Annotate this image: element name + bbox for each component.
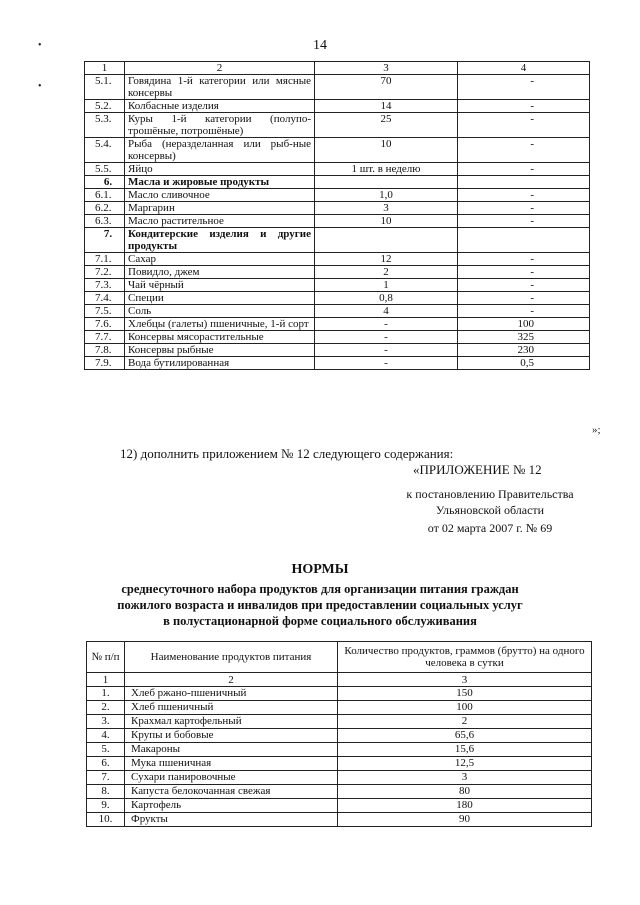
product-name: Сахар [125, 253, 315, 266]
alt-value: - [458, 279, 590, 292]
product-name: Масла и жировые продукты [125, 176, 315, 189]
table-header-row [85, 62, 590, 75]
product-name: Соль [125, 305, 315, 318]
row-number: 6.3. [85, 215, 125, 228]
norm-value: - [315, 331, 458, 344]
table-row [85, 266, 590, 279]
table-row [85, 305, 590, 318]
table-row [85, 75, 590, 100]
row-number: 5.1. [85, 75, 125, 100]
product-name: Макароны [125, 743, 338, 757]
norm-value: 1 [315, 279, 458, 292]
grams-value: 15,6 [338, 743, 592, 757]
product-name: Яйцо [125, 163, 315, 176]
row-number: 5.3. [85, 113, 125, 138]
product-name: Масло сливочное [125, 189, 315, 202]
row-number: 6. [85, 176, 125, 189]
margin-mark: • [38, 81, 42, 92]
norm-value: - [315, 357, 458, 370]
row-number: 7.3. [85, 279, 125, 292]
table-row [85, 176, 590, 189]
product-name: Картофель [125, 799, 338, 813]
row-number: 2. [87, 701, 125, 715]
product-name: Чай чёрный [125, 279, 315, 292]
amendment-paragraph: 12) дополнить приложением № 12 следующего содержания: [120, 446, 454, 461]
alt-value: 230 [458, 344, 590, 357]
norm-value: 1,0 [315, 189, 458, 202]
alt-value [458, 228, 590, 253]
row-number: 7.7. [85, 331, 125, 344]
product-name: Крахмал картофельный [125, 715, 338, 729]
norm-value: 14 [315, 100, 458, 113]
product-name: Колбасные изделия [125, 100, 315, 113]
alt-value: 100 [458, 318, 590, 331]
table-row [85, 344, 590, 357]
norm-value: - [315, 344, 458, 357]
row-number: 7. [85, 228, 125, 253]
product-name: Хлебцы (галеты) пшеничные, 1-й сорт [125, 318, 315, 331]
product-name: Мука пшеничная [125, 757, 338, 771]
alt-value: - [458, 75, 590, 100]
table-row [87, 813, 592, 827]
alt-value: - [458, 202, 590, 215]
product-name: Капуста белокочанная свежая [125, 785, 338, 799]
norms-subtitle: в полустационарной форме социального обслуживания [163, 614, 477, 628]
alt-value [458, 176, 590, 189]
alt-value: 325 [458, 331, 590, 344]
product-name: Повидло, джем [125, 266, 315, 279]
table-row [85, 318, 590, 331]
table-header-row [87, 642, 592, 673]
row-number: 6. [87, 757, 125, 771]
table-row [85, 253, 590, 266]
product-name: Хлеб пшеничный [125, 701, 338, 715]
row-number: 7.5. [85, 305, 125, 318]
header-cell: 2 [125, 62, 315, 75]
norms-title: НОРМЫ [291, 562, 349, 577]
alt-value: - [458, 266, 590, 279]
grams-value: 3 [338, 771, 592, 785]
row-number: 7.8. [85, 344, 125, 357]
row-number: 7.6. [85, 318, 125, 331]
alt-value: - [458, 253, 590, 266]
table-row [85, 163, 590, 176]
product-name: Говядина 1-й категории или мясные консервы [125, 75, 315, 100]
header-cell: 2 [125, 673, 338, 687]
row-number: 5. [87, 743, 125, 757]
header-cell: Наименование продуктов питания [125, 642, 338, 673]
table-row [87, 771, 592, 785]
table-row [87, 785, 592, 799]
table-row [87, 799, 592, 813]
row-number: 5.4. [85, 138, 125, 163]
norm-value: 12 [315, 253, 458, 266]
table-row [87, 757, 592, 771]
product-name: Маргарин [125, 202, 315, 215]
alt-value: 0,5 [458, 357, 590, 370]
norms-subtitle: среднесуточного набора продуктов для организации питания граждан [121, 582, 519, 596]
table-row [87, 743, 592, 757]
alt-value: - [458, 138, 590, 163]
header-cell: 4 [458, 62, 590, 75]
grams-value: 65,6 [338, 729, 592, 743]
norm-value [315, 228, 458, 253]
table-row [85, 292, 590, 305]
header-cell: 1 [87, 673, 125, 687]
row-number: 7.1. [85, 253, 125, 266]
row-number: 6.2. [85, 202, 125, 215]
header-cell: № п/п [87, 642, 125, 673]
product-name: Консервы рыбные [125, 344, 315, 357]
grams-value: 150 [338, 687, 592, 701]
product-name: Фрукты [125, 813, 338, 827]
row-number: 3. [87, 715, 125, 729]
row-number: 8. [87, 785, 125, 799]
table-row [85, 331, 590, 344]
page-number: 14 [313, 38, 327, 53]
product-name: Сухари панировочные [125, 771, 338, 785]
alt-value: - [458, 163, 590, 176]
norms-subtitle: пожилого возраста и инвалидов при предоставлении социальных услуг [117, 598, 523, 612]
alt-value: - [458, 305, 590, 318]
table-row [85, 189, 590, 202]
product-name: Рыба (неразделанная или рыб-ные консервы) [125, 138, 315, 163]
row-number: 5.5. [85, 163, 125, 176]
norm-value: 1 шт. в неделю [315, 163, 458, 176]
grams-value: 80 [338, 785, 592, 799]
product-name: Кондитерские изделия и другие продукты [125, 228, 315, 253]
row-number: 9. [87, 799, 125, 813]
grams-value: 100 [338, 701, 592, 715]
row-number: 7.9. [85, 357, 125, 370]
norm-value: 2 [315, 266, 458, 279]
table-row [85, 100, 590, 113]
appendix-ref-line: Ульяновской области [435, 503, 545, 517]
header-cell: Количество продуктов, граммов (брутто) на одного человека в сутки [338, 642, 592, 673]
product-name: Специи [125, 292, 315, 305]
row-number: 7. [87, 771, 125, 785]
row-number: 4. [87, 729, 125, 743]
table-row [87, 729, 592, 743]
product-name: Хлеб ржано-пшеничный [125, 687, 338, 701]
table-row [87, 701, 592, 715]
norm-value: 10 [315, 138, 458, 163]
norm-value [315, 176, 458, 189]
norm-value: 3 [315, 202, 458, 215]
norm-value: 4 [315, 305, 458, 318]
alt-value: - [458, 189, 590, 202]
product-name: Крупы и бобовые [125, 729, 338, 743]
norm-value: 0,8 [315, 292, 458, 305]
norm-value: 10 [315, 215, 458, 228]
appendix-ref-date: от 02 марта 2007 г. № 69 [427, 521, 553, 535]
food-norms-table-continued [84, 61, 590, 370]
alt-value: - [458, 113, 590, 138]
grams-value: 12,5 [338, 757, 592, 771]
header-cell: 3 [338, 673, 592, 687]
row-number: 7.2. [85, 266, 125, 279]
table-row [85, 138, 590, 163]
product-name: Куры 1-й категории (полупо-трошёные, потрошёные) [125, 113, 315, 138]
row-number: 10. [87, 813, 125, 827]
table-row [85, 215, 590, 228]
table-subheader-row [87, 673, 592, 687]
alt-value: - [458, 292, 590, 305]
table-row [87, 715, 592, 729]
appendix-ref-line: к постановлению Правительства [406, 487, 574, 501]
norm-value: 70 [315, 75, 458, 100]
closing-quote: »; [592, 424, 601, 436]
product-name: Вода бутилированная [125, 357, 315, 370]
table-row [85, 202, 590, 215]
grams-value: 180 [338, 799, 592, 813]
table-row [85, 357, 590, 370]
norms-table [86, 641, 592, 827]
table-row [87, 687, 592, 701]
row-number: 6.1. [85, 189, 125, 202]
product-name: Консервы мясорастительные [125, 331, 315, 344]
norm-value: - [315, 318, 458, 331]
grams-value: 90 [338, 813, 592, 827]
table-row [85, 113, 590, 138]
alt-value: - [458, 215, 590, 228]
table-row [85, 279, 590, 292]
grams-value: 2 [338, 715, 592, 729]
table-row [85, 228, 590, 253]
row-number: 7.4. [85, 292, 125, 305]
alt-value: - [458, 100, 590, 113]
row-number: 1. [87, 687, 125, 701]
row-number: 5.2. [85, 100, 125, 113]
header-cell: 1 [85, 62, 125, 75]
margin-mark: • [38, 40, 42, 51]
header-cell: 3 [315, 62, 458, 75]
product-name: Масло растительное [125, 215, 315, 228]
appendix-title: «ПРИЛОЖЕНИЕ № 12 [413, 462, 542, 477]
norm-value: 25 [315, 113, 458, 138]
